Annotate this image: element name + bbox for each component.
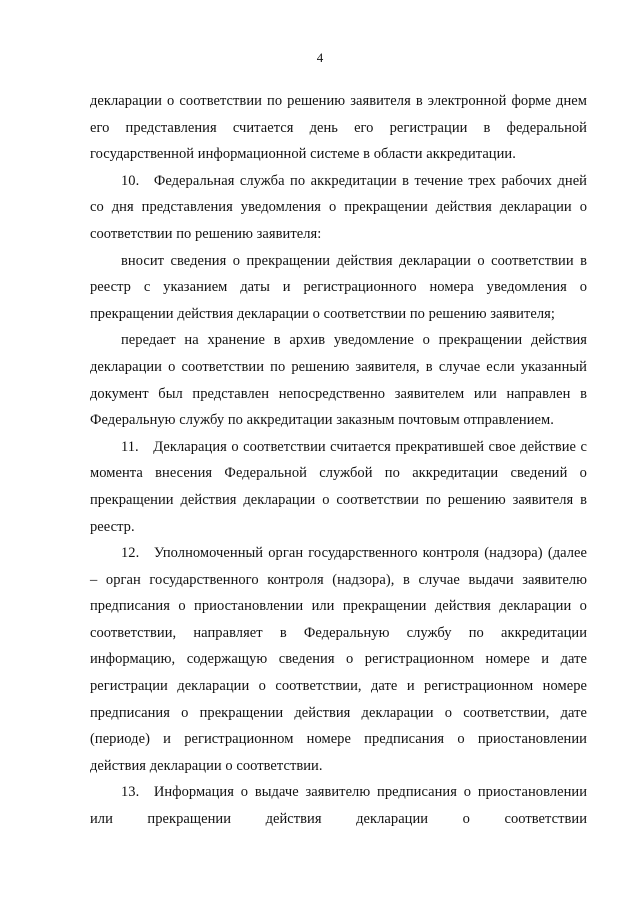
paragraph-10-item-1: вносит сведения о прекращении действия декларации о соответствии в реестр с указанием даты и регистрационного номера уведомления о прекращении действия декларации о соответствии по решению заявителя; [90,252,587,322]
page-number: 4 [316,50,324,65]
paragraph-10: 10. Федеральная служба по аккредитации в течение трех рабочих дней со дня представления уведомления о прекращении действия декларации о соответствии по решению заявителя: [90,172,587,242]
paragraph-11: 11. Декларация о соответствии считается прекратившей свое действие с момента внесения Федеральной службой по аккредитации сведений о прекращении действия декларации о соответствии по решению заявителя в реестр. [90,438,587,535]
paragraph-continuation: декларации о соответствии по решению заявителя в электронной форме днем его представления считается день его регистрации в федеральной государственной информационной системе в области аккредитации. [90,93,587,163]
paragraph-13: 13. Информация о выдаче заявителю предписания о приостановлении или прекращении действия декларации о соответствии [90,784,587,828]
paragraph-10-item-2: передает на хранение в архив уведомление о прекращении действия декларации о соответствии по решению заявителя, в случае если указанный документ был представлен непосредственно заявителем или направлен в Федеральную службу по аккредитации заказным почтовым отправлением. [90,332,587,429]
paragraph-12: 12. Уполномоченный орган государственного контроля (надзора) (далее – орган государственного контроля (надзора), в случае выдачи заявителю предписания о приостановлении или прекращении действия декларации о соответствии, направляет в Федеральную службу по аккредитации информацию, содержащую сведения о регистрационном номере и дате регистрации декларации о соответствии, дате и регистрационном номере предписания о прекращении действия декларации о соответствии, дате (периоде) и регистрационном номере предписания о приостановлении действия декларации о соответствии. [90,545,587,774]
document-body [90,88,587,833]
